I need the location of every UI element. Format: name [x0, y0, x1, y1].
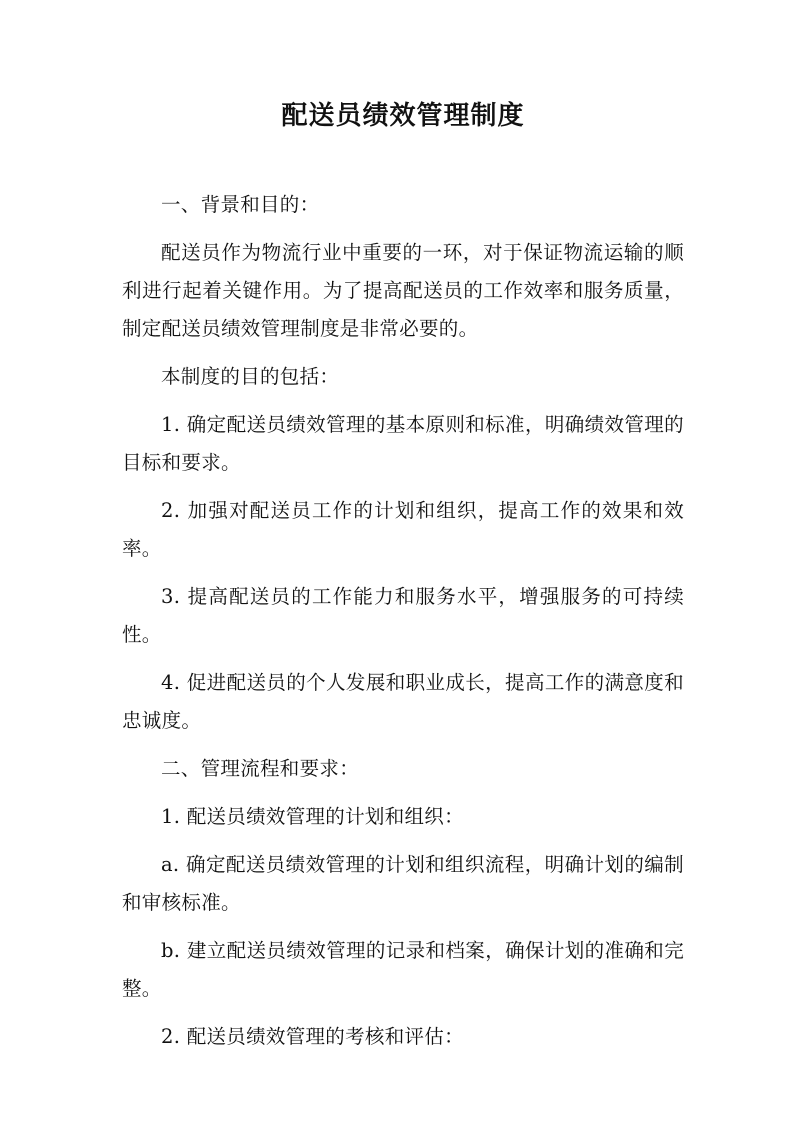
list-item-process-1: 1. 配送员绩效管理的计划和组织：	[161, 805, 464, 828]
section-heading-process: 二、管理流程和要求：	[161, 757, 360, 780]
list-item-purpose-1: 1. 确定配送员绩效管理的基本原则和标准，明确绩效管理的目标和要求。	[122, 413, 684, 474]
list-item-purpose-3: 3. 提高配送员的工作能力和服务水平，增强服务的可持续性。	[122, 585, 684, 646]
list-item-purpose-2: 2. 加强对配送员工作的计划和组织，提高工作的效果和效率。	[122, 499, 684, 560]
paragraph-intro: 配送员作为物流行业中重要的一环，对于保证物流运输的顺利进行起着关键作用。为了提高配送员的工作效率和服务质量，制定配送员绩效管理制度是非常必要的。	[122, 241, 684, 340]
section-heading-background: 一、背景和目的：	[161, 193, 320, 216]
document-body	[122, 186, 684, 1066]
list-item-process-1b: b. 建立配送员绩效管理的记录和档案，确保计划的准确和完整。	[122, 939, 684, 1000]
list-item-process-1a: a. 确定配送员绩效管理的计划和组织流程，明确计划的编制和审核标准。	[122, 853, 684, 914]
document-title: 配送员绩效管理制度	[281, 101, 525, 131]
list-item-process-2: 2. 配送员绩效管理的考核和评估：	[161, 1025, 464, 1048]
list-item-purpose-4: 4. 促进配送员的个人发展和职业成长，提高工作的满意度和忠诚度。	[122, 671, 684, 732]
paragraph-purpose-lead: 本制度的目的包括：	[161, 365, 340, 388]
